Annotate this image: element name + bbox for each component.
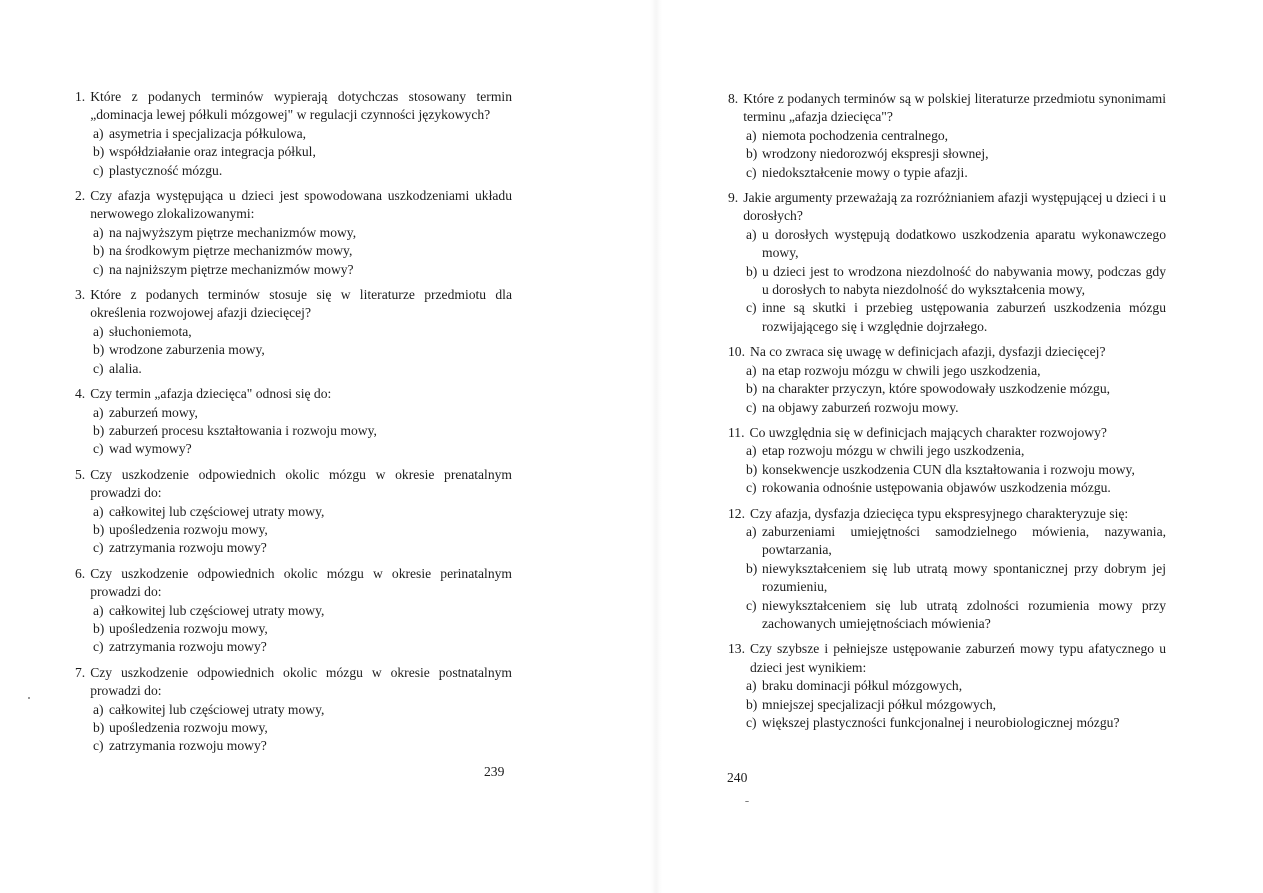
answer-list	[728, 127, 1166, 182]
answer-letter: b)	[93, 620, 105, 636]
answer-letter: c)	[746, 399, 757, 415]
question-line	[75, 565, 512, 602]
answer-option	[93, 440, 512, 458]
scan-speck	[745, 801, 749, 802]
answer-letter: a)	[746, 678, 757, 694]
answer-list	[728, 442, 1166, 497]
question-line	[75, 187, 512, 224]
answer-text: zaburzeń procesu kształtowania i rozwoju mowy,	[109, 422, 377, 438]
answer-text: całkowitej lub częściowej utraty mowy,	[109, 701, 325, 717]
answer-option	[746, 362, 1166, 380]
answer-letter: b)	[746, 461, 758, 477]
answer-text: upośledzenia rozwoju mowy,	[109, 720, 268, 735]
question-text: Które z podanych terminów wypierają dotychczas stosowany termin „dominacja lewej półkuli mózgowej" w regulacji czynności językowych?	[90, 89, 512, 123]
answer-list	[75, 404, 512, 459]
answer-text: całkowitej lub częściowej utraty mowy,	[109, 602, 325, 618]
answer-option	[93, 360, 512, 378]
answer-option	[93, 719, 512, 737]
answer-text: etap rozwoju mózgu w chwili jego uszkodzenia,	[762, 443, 1025, 459]
answer-letter: a)	[93, 701, 104, 717]
question-text: Czy termin „afazja dziecięca" odnosi się do:	[90, 386, 332, 402]
question-line	[728, 343, 1166, 361]
answer-option	[93, 242, 512, 260]
answer-letter: b)	[93, 521, 105, 537]
question-item	[728, 505, 1166, 634]
answer-letter: a)	[93, 404, 104, 420]
question-number: 2.	[75, 188, 86, 204]
answer-text: współdziałanie oraz integracja półkul,	[109, 144, 316, 160]
question-text: Jakie argumenty przeważają za rozróżnianiem afazji występującej u dzieci i u dorosłych?	[743, 190, 1166, 224]
answer-option	[93, 602, 512, 620]
answer-text: na objawy zaburzeń rozwoju mowy.	[762, 399, 959, 415]
question-item	[75, 385, 512, 459]
question-item	[75, 565, 512, 657]
question-line	[75, 385, 512, 403]
answer-letter: b)	[93, 342, 105, 358]
answer-letter: b)	[746, 381, 758, 397]
answer-text: większej plastyczności funkcjonalnej i neurobiologicznej mózgu?	[762, 715, 1120, 730]
answer-text: braku dominacji półkul mózgowych,	[762, 678, 963, 694]
question-item	[728, 189, 1166, 336]
answer-option	[746, 127, 1166, 145]
answer-text: upośledzenia rozwoju mowy,	[109, 521, 268, 537]
question-number: 3.	[75, 287, 86, 303]
answer-text: u dzieci jest to wrodzona niezdolność do nabywania mowy, podczas gdy u dorosłych to nabyta niezdolność do wykształcenia mowy,	[762, 263, 1166, 298]
answer-option	[93, 404, 512, 422]
answer-option	[746, 523, 1166, 560]
answer-option	[93, 701, 512, 719]
answer-text: plastyczność mózgu.	[109, 162, 223, 178]
answer-letter: c)	[746, 300, 757, 316]
right-page	[632, 0, 1263, 893]
answer-letter: a)	[746, 226, 757, 242]
answer-option	[746, 263, 1166, 300]
question-item	[75, 88, 512, 180]
question-number: 6.	[75, 565, 86, 581]
question-line	[75, 88, 512, 125]
question-line	[75, 286, 512, 323]
left-question-list	[75, 88, 512, 763]
answer-letter: a)	[93, 602, 104, 618]
question-number: 8.	[728, 91, 739, 106]
answer-letter: c)	[746, 164, 757, 180]
question-item	[728, 640, 1166, 732]
answer-option	[93, 143, 512, 161]
answer-letter: b)	[93, 720, 105, 735]
answer-letter: a)	[746, 523, 757, 539]
answer-list	[728, 226, 1166, 336]
answer-letter: c)	[93, 261, 104, 277]
answer-letter: c)	[93, 360, 104, 376]
question-item	[728, 424, 1166, 498]
question-number: 13.	[728, 641, 745, 657]
answer-letter: b)	[746, 263, 758, 279]
answer-option	[93, 521, 512, 539]
answer-option	[746, 714, 1166, 732]
question-text: Na co zwraca się uwagę w definicjach afazji, dysfazji dziecięcej?	[750, 344, 1106, 360]
question-number: 5.	[75, 466, 86, 482]
page-number-239: 239	[484, 764, 505, 779]
answer-option	[746, 299, 1166, 336]
answer-text: na najniższym piętrze mechanizmów mowy?	[109, 261, 354, 277]
answer-letter: c)	[93, 540, 104, 556]
answer-option	[746, 380, 1166, 398]
answer-text: inne są skutki i przebieg ustępowania zaburzeń uszkodzenia mózgu rozwijającego się i względnie dojrzałego.	[762, 300, 1166, 334]
answer-text: na etap rozwoju mózgu w chwili jego uszkodzenia,	[762, 362, 1041, 378]
answer-letter: a)	[746, 127, 757, 143]
answer-option	[746, 226, 1166, 263]
answer-option	[746, 677, 1166, 695]
question-number: 4.	[75, 386, 86, 402]
answer-option	[746, 479, 1166, 497]
question-number: 1.	[75, 89, 86, 104]
answer-letter: a)	[93, 503, 104, 519]
answer-letter: a)	[93, 125, 104, 141]
answer-text: zatrzymania rozwoju mowy?	[109, 738, 267, 754]
answer-list	[75, 503, 512, 558]
answer-letter: c)	[93, 639, 104, 655]
answer-letter: a)	[93, 224, 104, 240]
answer-list	[75, 323, 512, 378]
question-item	[75, 187, 512, 279]
question-text: Czy afazja, dysfazja dziecięca typu ekspresyjnego charakteryzuje się:	[750, 505, 1129, 521]
answer-letter: a)	[746, 443, 757, 459]
answer-text: wrodzone zaburzenia mowy,	[109, 342, 265, 358]
answer-option	[746, 597, 1166, 634]
answer-option	[93, 125, 512, 143]
answer-option	[93, 162, 512, 180]
answer-letter: b)	[746, 696, 758, 712]
question-text: Czy uszkodzenie odpowiednich okolic mózgu w okresie perinatalnym prowadzi do:	[90, 565, 512, 600]
question-line	[728, 90, 1166, 127]
answer-option	[746, 145, 1166, 163]
question-line	[728, 424, 1166, 442]
answer-text: upośledzenia rozwoju mowy,	[109, 620, 268, 636]
answer-text: całkowitej lub częściowej utraty mowy,	[109, 503, 325, 519]
answer-list	[75, 125, 512, 180]
answer-option	[746, 442, 1166, 460]
answer-text: rokowania odnośnie ustępowania objawów uszkodzenia mózgu.	[762, 480, 1111, 496]
question-text: Co uwzględnia się w definicjach mających charakter rozwojowy?	[749, 424, 1107, 440]
question-item	[728, 90, 1166, 182]
answer-option	[93, 620, 512, 638]
answer-letter: c)	[746, 480, 757, 496]
answer-letter: b)	[93, 422, 105, 438]
question-line	[728, 505, 1166, 523]
answer-option	[93, 224, 512, 242]
answer-option	[746, 164, 1166, 182]
answer-option	[93, 341, 512, 359]
answer-option	[746, 560, 1166, 597]
answer-option	[93, 503, 512, 521]
answer-option	[93, 638, 512, 656]
answer-option	[93, 422, 512, 440]
page-number-240: 240	[727, 770, 748, 785]
answer-letter: b)	[93, 144, 105, 160]
answer-option	[93, 539, 512, 557]
answer-letter: c)	[746, 715, 757, 730]
answer-text: zatrzymania rozwoju mowy?	[109, 540, 267, 556]
question-number: 11.	[728, 424, 745, 440]
answer-letter: a)	[746, 362, 757, 378]
answer-text: zatrzymania rozwoju mowy?	[109, 639, 267, 655]
answer-letter: b)	[93, 243, 105, 259]
answer-text: asymetria i specjalizacja półkulowa,	[109, 125, 307, 141]
question-number: 10.	[728, 344, 745, 360]
answer-letter: c)	[93, 738, 104, 754]
answer-option	[93, 323, 512, 341]
question-text: Które z podanych terminów stosuje się w literaturze przedmiotu dla określenia rozwojowej afazji dziecięcej?	[90, 287, 512, 321]
question-number: 9.	[728, 190, 739, 206]
answer-list	[75, 602, 512, 657]
answer-letter: c)	[93, 162, 104, 178]
answer-text: niedokształcenie mowy o typie afazji.	[762, 164, 968, 180]
answer-text: mniejszej specjalizacji półkul mózgowych,	[762, 696, 997, 712]
answer-text: wrodzony niedorozwój ekspresji słownej,	[762, 146, 989, 162]
question-item	[75, 664, 512, 756]
answer-text: niemota pochodzenia centralnego,	[762, 127, 949, 143]
answer-letter: b)	[746, 146, 758, 162]
answer-list	[728, 523, 1166, 633]
question-line	[75, 664, 512, 701]
question-line	[75, 466, 512, 503]
question-line	[728, 189, 1166, 226]
question-text: Czy szybsze i pełniejsze ustępowanie zaburzeń mowy typu afatycznego u dzieci jest wynikiem:	[750, 641, 1166, 675]
question-number: 7.	[75, 664, 86, 680]
answer-list	[728, 362, 1166, 417]
answer-text: niewykształceniem się lub utratą mowy spontanicznej przy dobrym jej rozumieniu,	[762, 560, 1166, 595]
answer-text: u dorosłych występują dodatkowo uszkodzenia aparatu wykonawczego mowy,	[762, 226, 1166, 261]
answer-letter: c)	[746, 597, 757, 613]
question-text: Czy uszkodzenie odpowiednich okolic mózgu w okresie prenatalnym prowadzi do:	[90, 466, 512, 501]
question-item	[75, 466, 512, 558]
right-question-list	[728, 90, 1166, 739]
answer-letter: c)	[93, 441, 104, 457]
answer-option	[746, 461, 1166, 479]
answer-text: alalia.	[109, 360, 142, 376]
answer-text: zaburzeń mowy,	[109, 404, 198, 420]
question-text: Czy afazja występująca u dzieci jest spowodowana uszkodzeniami układu nerwowego zlokalizowanymi:	[90, 188, 512, 222]
question-item	[75, 286, 512, 378]
question-number: 12.	[728, 505, 745, 521]
answer-option	[746, 399, 1166, 417]
answer-text: na najwyższym piętrze mechanizmów mowy,	[109, 224, 357, 240]
answer-letter: b)	[746, 560, 758, 576]
answer-text: niewykształceniem się lub utratą zdolności rozumienia mowy przy zachowanych umiejętnościach mówienia?	[762, 597, 1166, 631]
answer-option	[93, 261, 512, 279]
question-text: Które z podanych terminów są w polskiej literaturze przedmiotu synonimami terminu „afazja dziecięca"?	[743, 91, 1166, 125]
answer-list	[75, 224, 512, 279]
answer-list	[728, 677, 1166, 732]
answer-text: na środkowym piętrze mechanizmów mowy,	[109, 243, 353, 259]
answer-option	[93, 737, 512, 755]
answer-text: słuchoniemota,	[109, 323, 192, 339]
answer-letter: a)	[93, 323, 104, 339]
answer-text: konsekwencje uszkodzenia CUN dla kształtowania i rozwoju mowy,	[762, 461, 1135, 477]
question-item	[728, 343, 1166, 417]
question-text: Czy uszkodzenie odpowiednich okolic mózgu w okresie postnatalnym prowadzi do:	[90, 664, 512, 699]
answer-text: na charakter przyczyn, które spowodowały uszkodzenie mózgu,	[762, 381, 1111, 397]
answer-option	[746, 696, 1166, 714]
question-line	[728, 640, 1166, 677]
answer-text: zaburzeniami umiejętności samodzielnego mówienia, nazywania, powtarzania,	[762, 523, 1166, 558]
scan-speck	[28, 697, 30, 699]
answer-text: wad wymowy?	[109, 441, 192, 457]
answer-list	[75, 701, 512, 756]
